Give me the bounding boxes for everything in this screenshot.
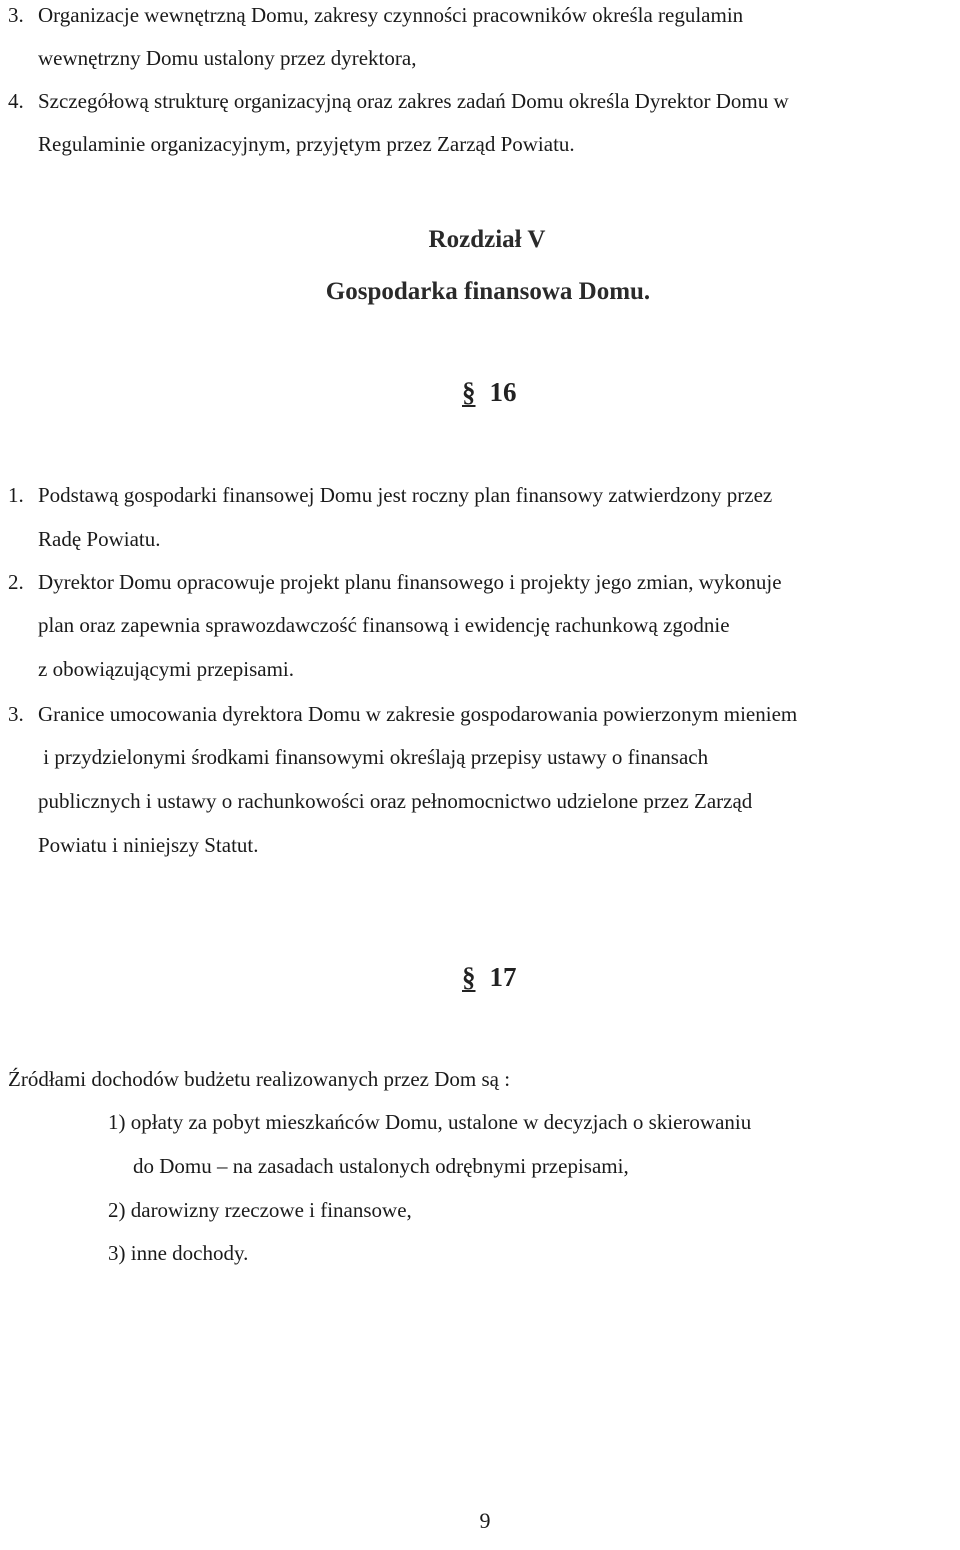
p17-item-3: 3) inne dochody.	[108, 1241, 249, 1265]
paragraph-16-heading	[462, 377, 517, 408]
p17-intro: Źródłami dochodów budżetu realizowanych przez Dom są :	[8, 1067, 511, 1091]
p17-item-1-line-1: 1) opłaty za pobyt mieszkańców Domu, ustalone w decyzjach o skierowaniu	[108, 1110, 752, 1134]
paragraph-17-heading	[462, 962, 517, 993]
p16-item-1-line-1: 1. Podstawą gospodarki finansowej Domu jest roczny plan finansowy zatwierdzony przez	[8, 483, 773, 507]
p16-item-3-line-1: 3. Granice umocowania dyrektora Domu w zakresie gospodarowania powierzonym mieniem	[8, 702, 798, 726]
paragraph-16-number: 16	[489, 377, 517, 407]
intro-item-3-number: 3.	[8, 3, 24, 27]
intro-item-4-line-2: Regulaminie organizacyjnym, przyjętym przez Zarząd Powiatu.	[38, 132, 575, 156]
chapter-subtitle: Gospodarka finansowa Domu.	[325, 278, 651, 305]
section-symbol: §	[462, 962, 476, 992]
p16-item-2-line-3: z obowiązującymi przepisami.	[38, 657, 294, 681]
p16-item-3-line-4: Powiatu i niniejszy Statut.	[38, 833, 259, 857]
intro-item-3-line-2: wewnętrzny Domu ustalony przez dyrektora,	[38, 46, 417, 70]
section-symbol: §	[462, 377, 476, 407]
intro-item-4-number: 4.	[8, 89, 24, 113]
intro-item-4-line-1: 4. Szczegółową strukturę organizacyjną oraz zakres zadań Domu określa Dyrektor Domu w	[8, 89, 789, 113]
p16-item-3-line-2: i przydzielonymi środkami finansowymi określają przepisy ustawy o finansach	[38, 745, 709, 769]
p16-item-2-line-1: 2. Dyrektor Domu opracowuje projekt planu finansowego i projekty jego zmian, wykonuje	[8, 570, 782, 594]
p16-item-3-number: 3.	[8, 702, 24, 726]
p16-item-2-number: 2.	[8, 570, 24, 594]
p16-item-3-line-3: publicznych i ustawy o rachunkowości oraz pełnomocnictwo udzielone przez Zarząd	[38, 789, 753, 813]
p16-item-1-number: 1.	[8, 483, 24, 507]
paragraph-17-number: 17	[489, 962, 517, 992]
intro-item-3-line-1: 3. Organizacje wewnętrzną Domu, zakresy czynności pracowników określa regulamin	[8, 3, 744, 27]
p16-item-1-line-2: Radę Powiatu.	[38, 527, 161, 551]
p17-item-1-line-2: do Domu – na zasadach ustalonych odrębnymi przepisami,	[133, 1154, 629, 1178]
page-number: 9	[479, 1508, 491, 1533]
p16-item-2-line-2: plan oraz zapewnia sprawozdawczość finansową i ewidencję rachunkową zgodnie	[38, 613, 730, 637]
chapter-title: Rozdział V	[428, 226, 546, 253]
p17-item-2: 2) darowizny rzeczowe i finansowe,	[108, 1198, 412, 1222]
